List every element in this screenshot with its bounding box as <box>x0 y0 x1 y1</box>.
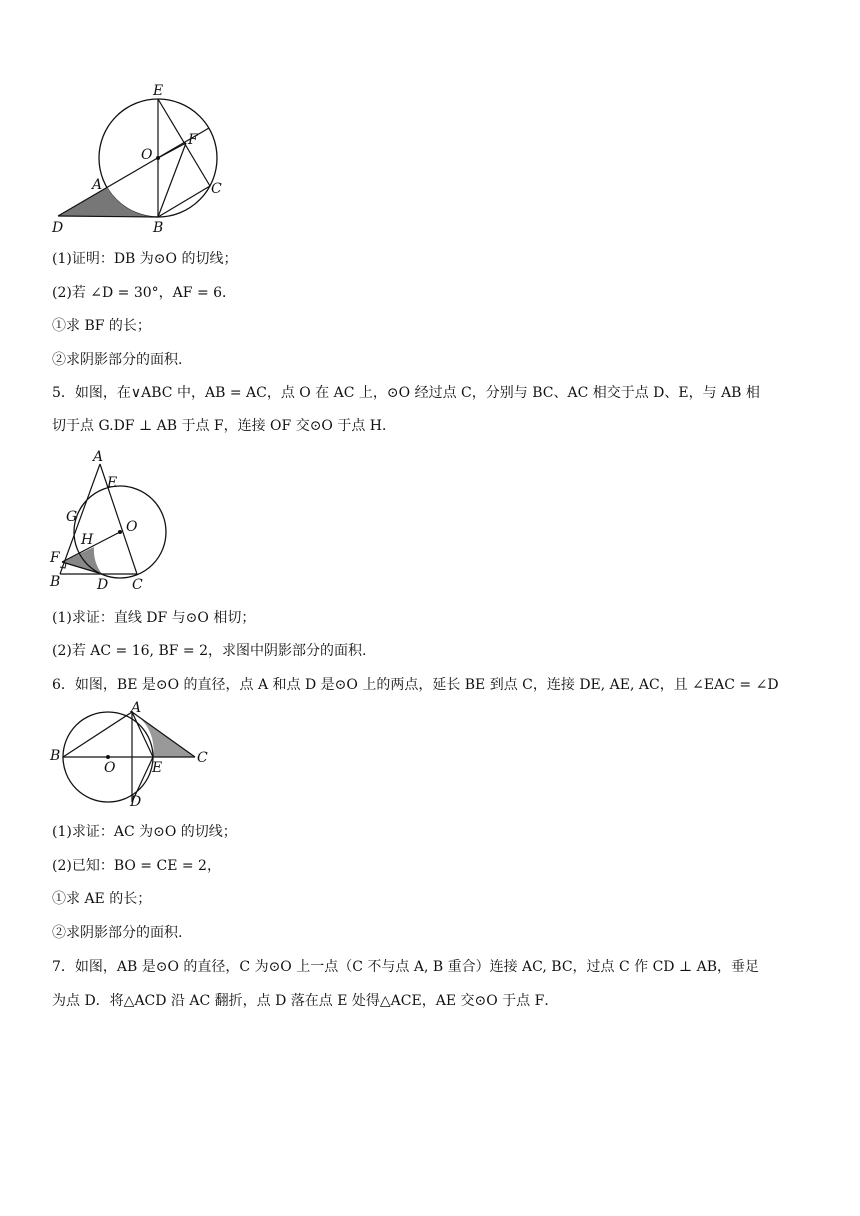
label-f: F <box>50 550 60 566</box>
label-o: O <box>126 519 138 535</box>
label-d: D <box>97 577 109 592</box>
p4-q1: (1)证明：DB 为⊙O 的切线； <box>52 251 238 267</box>
label-d: D <box>52 220 64 236</box>
segment-ae <box>132 712 153 757</box>
p5-q1: (1)求证：直线 DF 与⊙O 相切； <box>52 610 256 626</box>
segment-bc <box>158 186 210 217</box>
label-f: F <box>188 132 198 148</box>
label-e: E <box>153 83 164 99</box>
p4-q2b: ②求阴影部分的面积. <box>52 352 183 368</box>
center-dot <box>118 530 122 534</box>
p6-stem-line1: 6．如图，BE 是⊙O 的直径，点 A 和点 D 是⊙O 上的两点，延长 BE 到点 C，连接 DE, AE, AC，且 ∠EAC = ∠D <box>52 677 779 693</box>
label-c: C <box>197 750 208 766</box>
p6-q2: (2)已知：BO = CE = 2， <box>52 858 221 874</box>
label-d: D <box>130 794 142 810</box>
segment-ba <box>63 712 132 757</box>
p7-stem-line1: 7．如图，AB 是⊙O 的直径，C 为⊙O 上一点（C 不与点 A, B 重合）连接 AC, BC，过点 C 作 CD ⊥ AB，垂足 <box>52 959 759 975</box>
segment-bf <box>158 143 186 217</box>
label-b: B <box>153 220 164 236</box>
p7-stem-line2: 为点 D．将△ACD 沿 AC 翻折，点 D 落在点 E 处得△ACE，AE 交⊙O 于点 F． <box>52 993 559 1009</box>
p6-q2b: ②求阴影部分的面积. <box>52 925 183 941</box>
label-a: A <box>92 177 103 193</box>
label-o: O <box>141 147 153 163</box>
p4-q2: (2)若 ∠D = 30°，AF = 6． <box>52 285 237 301</box>
p6-q1: (1)求证：AC 为⊙O 的切线； <box>52 824 237 840</box>
center-dot <box>156 156 160 160</box>
label-c: C <box>132 577 143 592</box>
p6-q2a: ①求 AE 的长； <box>52 891 152 907</box>
label-b: B <box>50 574 61 590</box>
label-c: C <box>211 181 222 197</box>
label-a: A <box>93 449 104 465</box>
shaded-region <box>58 187 158 217</box>
figure-problem4 <box>40 78 240 238</box>
label-e: E <box>107 475 118 491</box>
p5-stem-line2: 切于点 G.DF ⊥ AB 于点 F，连接 OF 交⊙O 于点 H． <box>52 418 397 434</box>
label-h: H <box>81 532 94 548</box>
center-dot <box>106 755 110 759</box>
label-b: B <box>50 748 61 764</box>
p5-stem-line1: 5．如图，在∨ABC 中，AB = AC，点 O 在 AC 上，⊙O 经过点 C，分别与 BC、AC 相交于点 D、E，与 AB 相 <box>52 385 760 401</box>
segment-de <box>58 128 209 216</box>
p4-q2a: ①求 BF 的长； <box>52 318 151 334</box>
figure-problem6 <box>40 700 220 810</box>
label-e: E <box>152 760 163 776</box>
label-o: O <box>104 760 116 776</box>
label-g: G <box>66 509 78 525</box>
p5-q2: (2)若 AC = 16, BF = 2，求图中阴影部分的面积. <box>52 643 367 659</box>
figure-problem5 <box>40 444 180 592</box>
label-a: A <box>131 700 142 716</box>
segment-ec <box>158 99 210 186</box>
